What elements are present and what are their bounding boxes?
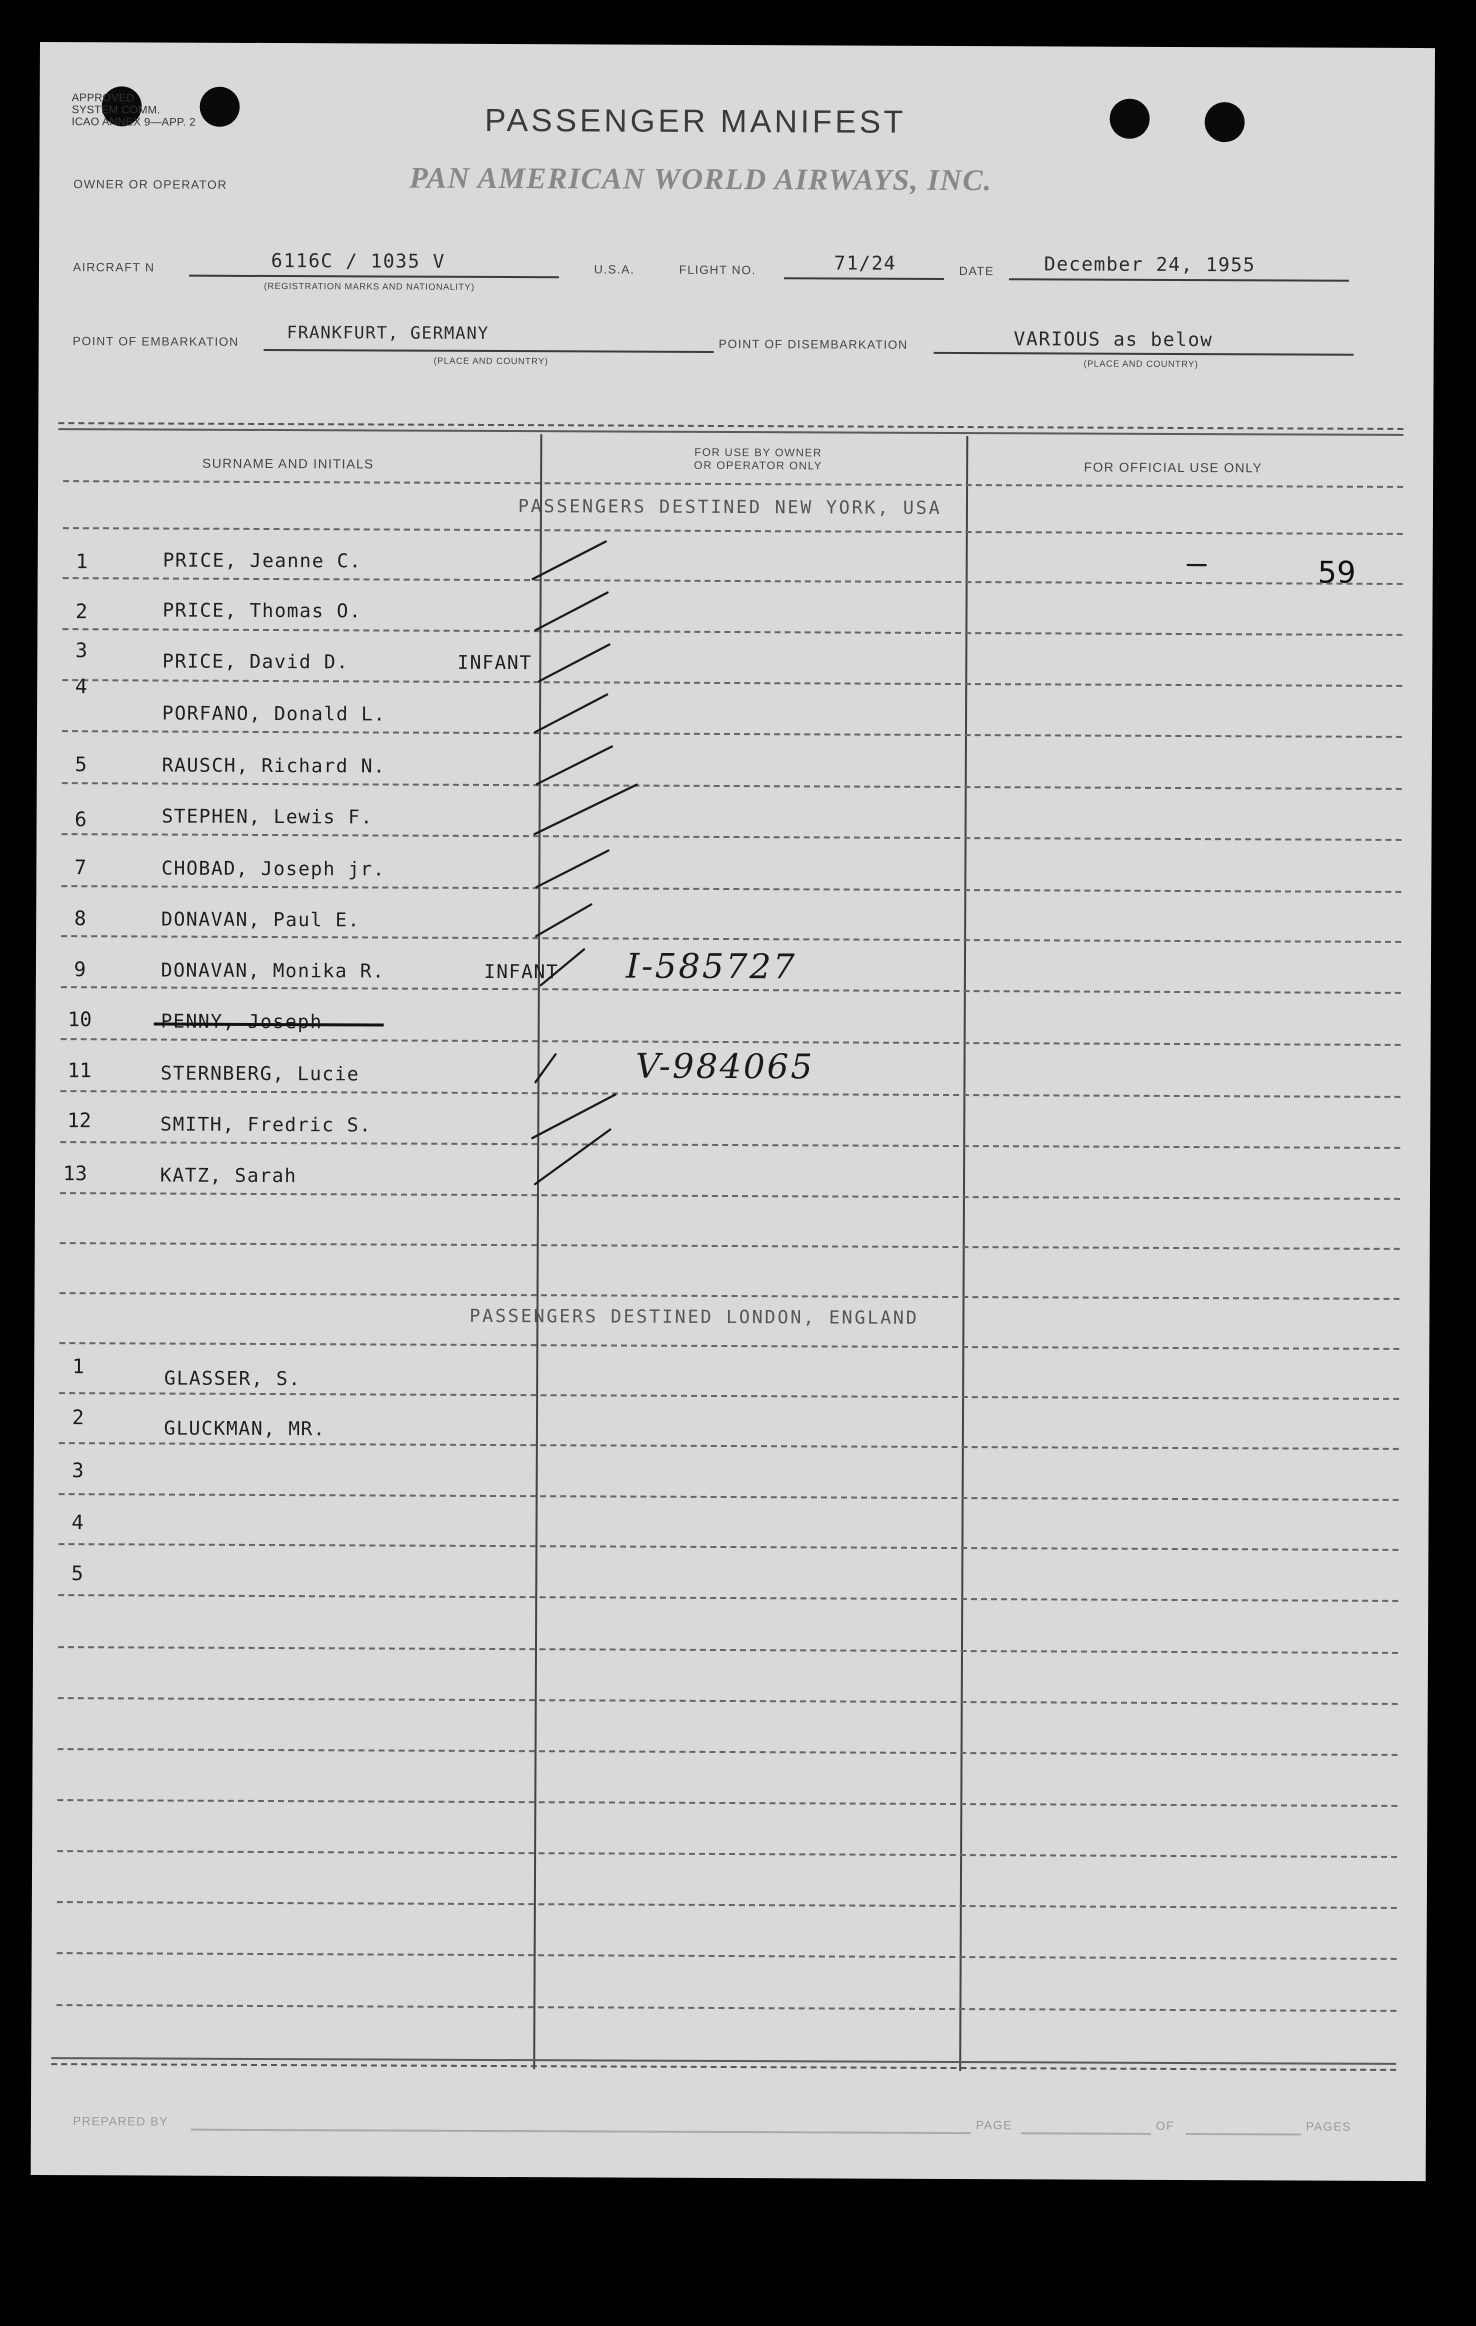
passenger-name: RAUSCH, Richard N. <box>161 754 386 778</box>
place-label-2: (PLACE AND COUNTRY) <box>1083 358 1199 370</box>
pages-label: PAGES <box>1305 2119 1352 2134</box>
passenger-name: PRICE, David D. <box>162 650 349 674</box>
row-number: 8 <box>74 906 87 931</box>
check-mark <box>535 1054 555 1082</box>
aircraft-label: AIRCRAFT N <box>72 260 155 275</box>
check-mark <box>535 784 637 834</box>
row-number: 3 <box>71 1458 84 1483</box>
embark-value: FRANKFURT, GERMANY <box>286 323 490 344</box>
passenger-name: GLASSER, S. <box>164 1367 302 1391</box>
approval-line: SYSTEM COMM. <box>71 104 161 117</box>
check-mark <box>532 1094 615 1138</box>
approval-line: ICAO ANNEX 9—APP. 2 <box>71 116 196 129</box>
passenger-name: DONAVAN, Monika R. <box>160 959 385 983</box>
check-mark <box>541 949 584 985</box>
check-mark <box>537 746 612 784</box>
check-mark <box>535 694 607 732</box>
check-mark <box>535 1129 610 1184</box>
of-label: OF <box>1155 2118 1175 2133</box>
row-number: 9 <box>73 957 87 982</box>
row-number: 1 <box>75 549 88 574</box>
passenger-name: CHOBAD, Joseph jr. <box>161 857 386 881</box>
handwritten-document-number: V-984065 <box>635 1046 815 1088</box>
passenger-name: STEPHEN, Lewis F. <box>161 805 374 829</box>
section-heading: PASSENGERS DESTINED LONDON, ENGLAND <box>469 1305 919 1329</box>
check-mark <box>533 541 606 579</box>
passenger-name: PRICE, Jeanne C. <box>162 549 362 573</box>
check-marks <box>31 42 1435 2181</box>
passenger-name: KATZ, Sarah <box>160 1164 297 1188</box>
airline-name: PAN AMERICAN WORLD AIRWAYS, INC. <box>409 161 993 198</box>
row-number: 7 <box>74 855 87 880</box>
passenger-note: INFANT <box>457 651 532 675</box>
row-number: 13 <box>63 1161 88 1186</box>
place-label: (PLACE AND COUNTRY) <box>433 355 549 367</box>
passenger-name: GLUCKMAN, MR. <box>163 1417 326 1441</box>
row-number: 5 <box>71 1561 84 1586</box>
column-header-owner-use: FOR USE BY OWNER OR OPERATOR ONLY <box>693 446 823 473</box>
row-number: 1 <box>72 1354 85 1379</box>
passenger-name: STERNBERG, Lucie <box>160 1062 360 1086</box>
page-number: 59 <box>1317 555 1356 591</box>
flight-label: FLIGHT NO. <box>678 262 757 278</box>
column-header-official-use: FOR OFFICIAL USE ONLY <box>1083 459 1263 476</box>
passenger-name-struck: PENNY, Joseph <box>160 1010 323 1034</box>
manifest-sheet <box>31 42 1435 2181</box>
row-number: 10 <box>67 1007 92 1032</box>
manifest-title: PASSENGER MANIFEST <box>484 101 907 140</box>
check-mark <box>539 644 609 681</box>
flight-value: 71/24 <box>833 252 897 275</box>
row-number: 4 <box>71 1510 84 1535</box>
disembark-value: VARIOUS as below <box>1013 328 1213 352</box>
row-number: 12 <box>67 1108 92 1133</box>
passenger-name: SMITH, Fredric S. <box>160 1113 372 1137</box>
check-mark <box>536 850 608 887</box>
row-number: 6 <box>74 807 87 832</box>
row-number: 2 <box>75 599 88 624</box>
embark-label: POINT OF EMBARKATION <box>72 334 239 349</box>
section-heading: PASSENGERS DESTINED NEW YORK, USA <box>517 496 942 519</box>
check-mark <box>536 904 591 936</box>
row-number: 11 <box>67 1058 92 1083</box>
aircraft-value: 6116C / 1035 V <box>270 250 446 273</box>
disembark-label: POINT OF DISEMBARKATION <box>718 336 908 352</box>
row-number: 2 <box>71 1405 85 1430</box>
usa-label: U.S.A. <box>593 262 635 277</box>
handwritten-document-number: I-585727 <box>625 946 797 988</box>
date-label: DATE <box>958 264 995 279</box>
check-mark <box>535 592 607 630</box>
passenger-name: PRICE, Thomas O. <box>162 599 362 623</box>
row-number: 4 <box>75 674 88 699</box>
row-number: 3 <box>75 638 88 663</box>
passenger-name: DONAVAN, Paul E. <box>161 908 361 932</box>
passenger-note: INFANT <box>483 960 559 984</box>
registration-label: (REGISTRATION MARKS AND NATIONALITY) <box>263 280 475 292</box>
row-number: 5 <box>74 752 87 777</box>
column-header-surname: SURNAME AND INITIALS <box>202 455 375 472</box>
date-value: December 24, 1955 <box>1043 253 1256 277</box>
approval-line: APPROVED <box>71 92 135 105</box>
passenger-name: PORFANO, Donald L. <box>162 702 387 726</box>
prepared-by-label: PREPARED BY <box>72 2114 169 2129</box>
page-label: PAGE <box>975 2118 1013 2133</box>
owner-label: OWNER OR OPERATOR <box>73 177 228 192</box>
